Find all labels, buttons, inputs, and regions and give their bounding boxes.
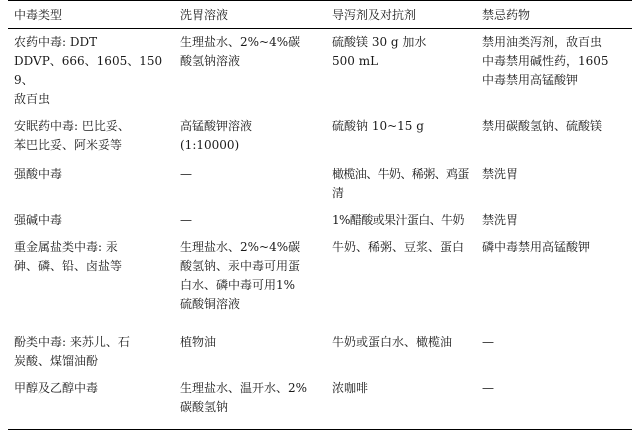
cell-poison-type: 农药中毒: DDT DDVP、666、1605、1509、 敌百虫 xyxy=(14,35,163,106)
cell-lavage-solution: 生理盐水、温开水、2% 碳酸氢钠 xyxy=(174,375,326,429)
cell-laxative-antidote: 浓咖啡 xyxy=(326,375,476,429)
header-laxative-antidote: 导泻剂及对抗剂 xyxy=(326,1,476,29)
cell-contraindicated: — xyxy=(476,375,632,429)
cell-contraindicated: 禁洗胃 xyxy=(482,167,519,181)
header-gastric-lavage-solution: 洗胃溶液 xyxy=(174,1,326,29)
cell-laxative-antidote: 1%醋酸或果汁蛋白、牛奶 xyxy=(332,213,464,227)
header-contraindicated-drugs: 禁忌药物 xyxy=(476,1,632,29)
cell-lavage-solution: 高锰酸钾溶液 (1:10000) xyxy=(180,119,253,152)
table-row xyxy=(8,207,632,234)
cell-laxative-antidote: 牛奶或蛋白水、橄榄油 xyxy=(332,335,453,349)
header-poison-type: 中毒类型 xyxy=(8,1,174,29)
poisoning-treatment-table xyxy=(8,0,632,430)
table-row xyxy=(8,113,632,161)
table-row xyxy=(8,161,632,207)
cell-lavage-solution: 植物油 xyxy=(180,335,217,349)
cell-poison-type: 甲醇及乙醇中毒 xyxy=(8,375,174,429)
table-header-row xyxy=(8,1,632,29)
cell-laxative-antidote: 硫酸镁 30 g 加水 500 mL xyxy=(332,35,427,68)
table-row xyxy=(8,329,632,375)
cell-lavage-solution: — xyxy=(180,167,192,181)
table-row xyxy=(8,375,632,429)
cell-lavage-solution: — xyxy=(180,213,192,227)
cell-laxative-antidote: 硫酸钠 10~15 g xyxy=(332,119,424,133)
cell-contraindicated: 禁洗胃 xyxy=(482,213,519,227)
cell-lavage-solution: 生理盐水、2%~4%碳 酸氢钠、汞中毒可用蛋 白水、磷中毒可用1% 硫酸铜溶液 xyxy=(180,240,301,311)
cell-poison-type: 酚类中毒: 来苏儿、石 炭酸、煤馏油酚 xyxy=(14,335,130,368)
cell-poison-type: 强碱中毒 xyxy=(14,213,63,227)
cell-poison-type: 强酸中毒 xyxy=(14,167,63,181)
table-row xyxy=(8,234,632,329)
cell-lavage-solution: 生理盐水、2%~4%碳 酸氢钠溶液 xyxy=(180,35,301,68)
cell-laxative-antidote: 橄榄油、牛奶、稀粥、鸡蛋清 xyxy=(332,167,469,200)
cell-contraindicated: 禁用油类泻剂，敌百虫 中毒禁用碱性药，1605 中毒禁用高锰酸钾 xyxy=(482,35,609,87)
cell-contraindicated: 禁用碳酸氢钠、硫酸镁 xyxy=(482,119,603,133)
cell-contraindicated: — xyxy=(482,335,494,349)
table-row xyxy=(8,29,632,114)
cell-contraindicated: 磷中毒禁用高锰酸钾 xyxy=(482,240,591,254)
cell-poison-type: 安眠药中毒: 巴比妥、 苯巴比妥、阿米妥等 xyxy=(14,119,130,152)
cell-laxative-antidote: 牛奶、稀粥、豆浆、蛋白 xyxy=(332,240,465,254)
cell-poison-type: 重金属盐类中毒: 汞 砷、磷、铅、卤盐等 xyxy=(14,240,123,273)
